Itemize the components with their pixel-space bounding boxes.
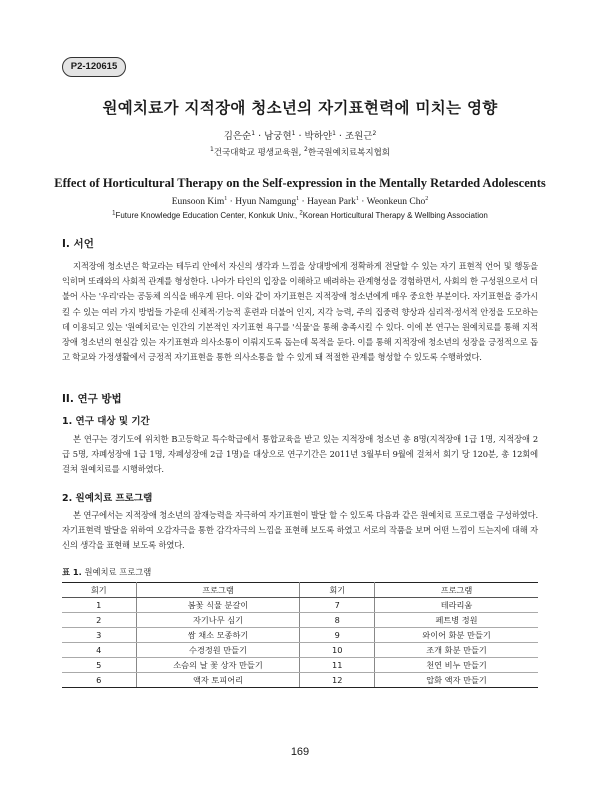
header-session: 회기 — [300, 583, 375, 598]
korean-authors — [0, 128, 600, 142]
section-heading-intro: I. 서언 — [62, 238, 94, 250]
affil-mark: 2 — [299, 210, 303, 217]
affiliation: Future Knowledge Education Center, Konkuk Univ., — [115, 211, 300, 220]
session-cell: 3 — [62, 628, 136, 643]
table-row — [62, 643, 538, 658]
paper-id-badge: P2-120615 — [62, 57, 126, 77]
section-heading-methods: II. 연구 방법 — [62, 393, 122, 405]
author-separator: · — [227, 197, 236, 207]
table-header-row — [62, 583, 538, 598]
program-cell: 압화 액자 만들기 — [375, 673, 538, 688]
intro-paragraph: 지적장애 청소년은 학교라는 테두리 안에서 자신의 생각과 느낌을 상대방에게 정확하게 전달할 수 있는 자기 표현적 언어 및 행동을 익히며 또래와의 사회적 관계를 형성한다. 나아가 타인의 입장을 이해하고 배려하는 관계형성을 경험하면서, 사회의 한 구성원으로서 더불어 사는 '우리'라는 공동체 의식을 배우게 된다. 이와 같이 자기표현은 지적장애 청소년에게 매우 중요한 부분이다. 자기표현을 증가시킬 수 있는 여러 가지 방법들 가운데 신체적·기능적 훈련과 더불어 인지, 지각 능력, 주의 집중력 향상과 심리적·정서적 안정을 도모하는데 이용되고 있는 '원예치료'는 인간의 기본적인 자기표현 욕구를 '식물'을 통해 충족시킬 수 있다. 이에 본 연구는 원예치료를 통해 지적장애 청소년의 현실감 있는 자기표현과 의사소통이 이뤄지도록 돕는데 목적을 둔다. 이를 통해 지적장애 청소년의 성장을 긍정적으로 돕고 학교와 가정생활에서 긍정적 자기표현을 통한 의사소통을 할 수 있게 돼 적절한 관계를 형성할 수 있도록 수행하였다. — [62, 261, 538, 363]
program-cell: 쌈 채소 모종하기 — [136, 628, 300, 643]
program-cell: 봄꽃 식물 분갈이 — [136, 598, 300, 613]
english-title: Effect of Horticultural Therapy on the Self-expression in the Mentally Retarded Adolescents — [54, 176, 546, 190]
author-name: 박하얀 — [304, 131, 333, 142]
author-affil-mark: 1 — [251, 129, 256, 137]
subsection-heading-subjects: 1. 연구 대상 및 기간 — [62, 416, 150, 427]
author-affil-mark: 1 — [224, 195, 228, 202]
page-number: 169 — [290, 746, 310, 758]
table-row — [62, 613, 538, 628]
author-affil-mark: 1 — [355, 195, 359, 202]
program-cell: 테라리움 — [375, 598, 538, 613]
header-program: 프로그램 — [375, 583, 538, 598]
author-affil-mark: 1 — [291, 129, 296, 137]
program-cell: 와이어 화분 만들기 — [375, 628, 538, 643]
program-cell: 소슴의 날 꽃 상자 만들기 — [136, 658, 300, 673]
session-cell: 12 — [300, 673, 375, 688]
session-cell: 11 — [300, 658, 375, 673]
session-cell: 10 — [300, 643, 375, 658]
subsection-heading-program: 2. 원예치료 프로그램 — [62, 493, 153, 504]
table-caption-text: 원예치료 프로그램 — [84, 567, 152, 577]
author-affil-mark: 2 — [425, 195, 429, 202]
english-authors — [0, 197, 600, 207]
table-row — [62, 628, 538, 643]
session-cell: 5 — [62, 658, 136, 673]
author-affil-mark: 2 — [372, 129, 377, 137]
program-cell: 페트병 정원 — [375, 613, 538, 628]
author-separator: · — [358, 197, 367, 207]
author-affil-mark: 1 — [296, 195, 300, 202]
affil-mark: 1 — [210, 146, 214, 154]
author-name: Hyun Namgung — [235, 197, 297, 207]
session-cell: 6 — [62, 673, 136, 688]
program-cell: 천연 비누 만들기 — [375, 658, 538, 673]
session-cell: 7 — [300, 598, 375, 613]
table-row — [62, 598, 538, 613]
author-name: Eunsoon Kim — [171, 197, 225, 207]
author-separator: · — [335, 131, 345, 142]
author-separator: · — [255, 131, 265, 142]
header-session: 회기 — [62, 583, 136, 598]
session-cell: 2 — [62, 613, 136, 628]
author-name: Weonkeun Cho — [366, 197, 426, 207]
session-cell: 4 — [62, 643, 136, 658]
affiliation: 건국대학교 평생교육원, — [213, 148, 305, 158]
program-cell: 자기나무 심기 — [136, 613, 300, 628]
korean-affiliations — [0, 146, 600, 158]
program-table — [62, 582, 538, 688]
author-separator: · — [295, 131, 305, 142]
table-row — [62, 673, 538, 688]
english-affiliations — [0, 211, 600, 220]
affiliation: Korean Horticultural Therapy & Wellbing Association — [302, 211, 488, 220]
session-cell: 9 — [300, 628, 375, 643]
program-cell: 액자 토피어리 — [136, 673, 300, 688]
author-affil-mark: 1 — [332, 129, 336, 137]
author-name: Hayean Park — [307, 197, 356, 207]
subjects-paragraph: 본 연구는 경기도에 위치한 B고등학교 특수학급에서 통합교육을 받고 있는 지적장애 청소년 총 8명(지적장애 1급 1명, 지적장애 2급 5명, 자폐성장애 1급 1명, 자폐성장애 2급 1명)을 대상으로 연구기간은 2011년 3월부터 9월에 걸쳐서 회기 당 120분, 총 12회에 걸쳐 원예치료를 시행하였다. — [62, 434, 538, 475]
korean-title: 원예치료가 지적장애 청소년의 자기표현력에 미치는 영향 — [102, 99, 498, 117]
affil-mark: 2 — [304, 146, 308, 154]
table-caption — [62, 566, 151, 578]
author-name: 김은순 — [223, 131, 252, 142]
table-caption-label: 표 1. — [62, 567, 82, 577]
program-paragraph: 본 연구에서는 지적장애 청소년의 잠재능력을 자극하여 자기표현이 발달 할 수 있도록 다음과 같은 원예치료 프로그램을 구성하였다. 자기표현력 발달을 위하여 오감자극을 통한 감각자극의 느낌을 표현해 보도록 하였고 서로의 작품을 보며 어떤 느낌이 드는지에 대해 자신의 생각을 표현해 보도록 하였다. — [62, 510, 538, 551]
affiliation: 한국원예치료복지협회 — [307, 148, 390, 158]
session-cell: 1 — [62, 598, 136, 613]
author-separator: · — [299, 197, 308, 207]
program-cell: 수경정원 만들기 — [136, 643, 300, 658]
author-name: 남궁현 — [264, 131, 292, 142]
header-program: 프로그램 — [136, 583, 300, 598]
session-cell: 8 — [300, 613, 375, 628]
program-cell: 조개 화분 만들기 — [375, 643, 538, 658]
table-row — [62, 658, 538, 673]
author-name: 조원근 — [344, 131, 373, 142]
affil-mark: 1 — [112, 210, 116, 217]
